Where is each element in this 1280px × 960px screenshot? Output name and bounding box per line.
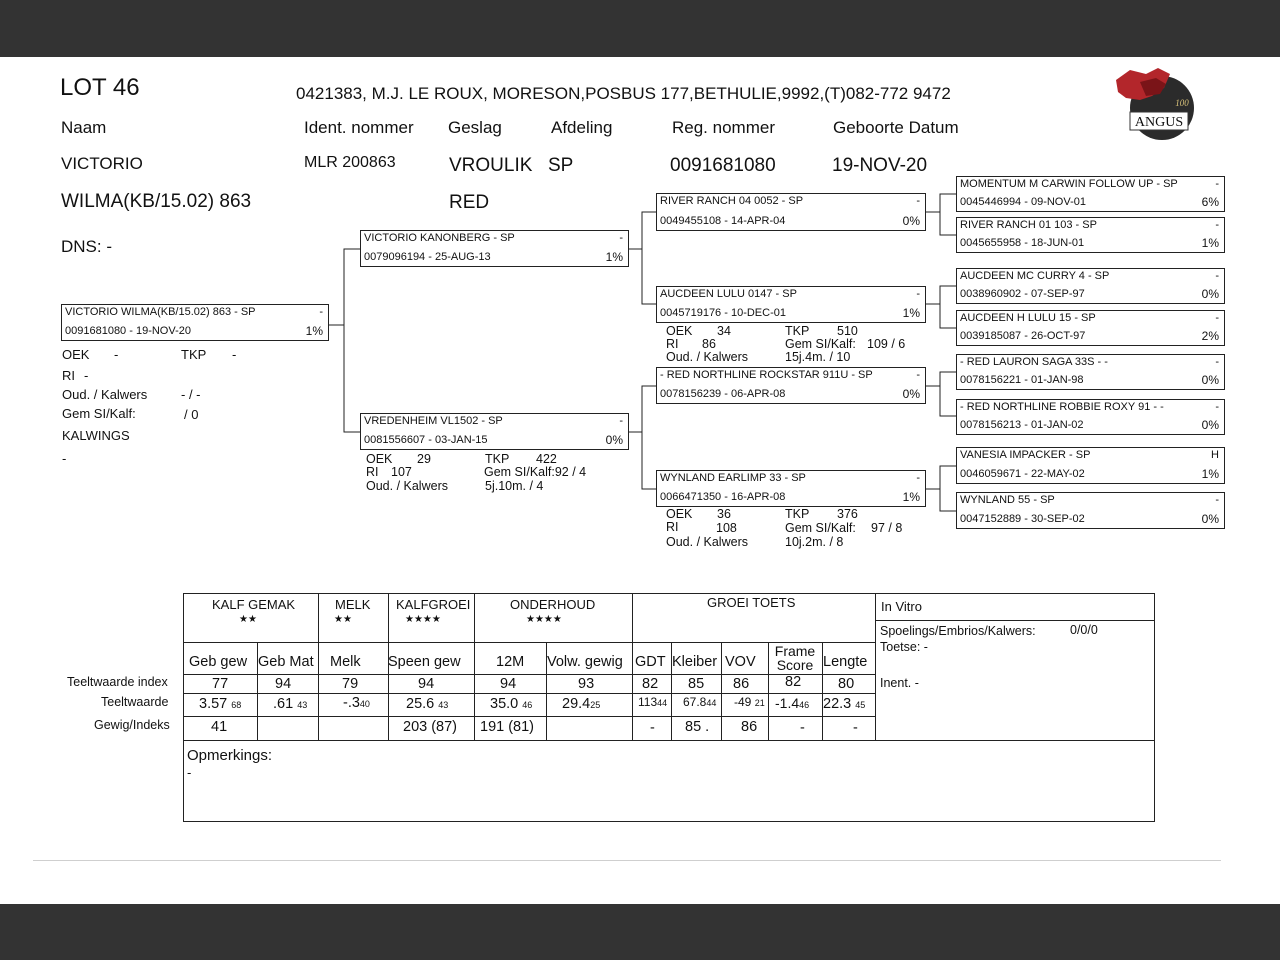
pedigree-ddd: WYNLAND 55 - SP - 0047152889 - 30-SEP-02 0% [956,492,1225,529]
animal-color: RED [449,192,490,213]
col-melk: Melk [330,654,361,670]
animal-geboorte: 19-NOV-20 [832,155,928,176]
tw-lengte: 22.3 45 [823,696,866,712]
gw-vov: 86 [741,719,758,735]
idx-volw-gewig: 93 [578,676,595,692]
pedigree-dam-dam: WYNLAND EARLIMP 33 - SP - 0066471350 - 16-APR-08 1% [656,470,926,507]
animal-reg: 0091681080 [670,155,776,176]
col-kleiber: Kleiber [672,654,718,670]
col-vov: VOV [725,654,756,670]
idx-frame-score: 82 [785,674,802,690]
animal-name-1: VICTORIO [61,154,143,173]
pedigree-dam: VREDENHEIM VL1502 - SP - 0081556607 - 03-JAN-15 0% [360,413,629,450]
idx-12m: 94 [500,676,517,692]
col-12m: 12M [496,654,525,670]
owner-details: 0421383, M.J. LE ROUX, MORESON,POSBUS 177,BETHULIE,9992,(T)082-772 9472 [296,84,951,103]
opmerkings-label: Opmerkings: [187,747,273,764]
col-frame-score: Frame Score [774,643,816,673]
animal-geslag: VROULIK [449,155,533,176]
group-melk: MELK [335,597,371,612]
subject-name: VICTORIO WILMA(KB/15.02) 863 - SP [65,306,256,318]
svg-text:ANGUS: ANGUS [1134,115,1184,130]
subject-flag: - [319,306,323,318]
col-gdt: GDT [635,654,666,670]
label-ident: Ident. nommer [304,118,414,137]
invitro-spoelings-label: Spoelings/Embrios/Kalwers: [880,624,1036,638]
tw-kleiber: 67.844 [683,695,717,709]
opmerkings-value: - [187,765,192,780]
row-label-index: Teeltwaarde index [67,675,168,689]
pedigree-dam-sire: - RED NORTHLINE ROCKSTAR 911U - SP - 0078156239 - 06-APR-08 0% [656,367,926,404]
gw-lengte: - [853,720,858,736]
dns-status: DNS: - [61,237,112,256]
pedigree-dds: VANESIA IMPACKER - SP H 0046059671 - 22-MAY-02 1% [956,447,1225,484]
svg-text:100: 100 [1175,98,1189,108]
tw-geb-mat: .61 43 [273,696,308,712]
row-label-gewig: Gewig/Indeks [94,718,170,732]
subject-pct: 1% [305,324,323,338]
animal-ident: MLR 200863 [304,154,396,171]
idx-kleiber: 85 [688,676,705,692]
subject-reg: 0091681080 - 19-NOV-20 [65,325,191,337]
performance-grid [183,593,1155,822]
gw-12m: 191 (81) [480,719,535,735]
pedigree-sds: AUCDEEN MC CURRY 4 - SP - 0038960902 - 07-SEP-97 0% [956,268,1225,304]
dam-dam-stats: OEK 36 TKP 376 RI 108 Gem SI/Kalf: 97 / 8 Oud. / Kalwers 10j.2m. / 8 [666,507,903,549]
tw-frame-score: -1.446 [775,695,810,711]
animal-afdeling: SP [548,155,574,176]
col-geb-gew: Geb gew [189,654,248,670]
lot-number: LOT 46 [60,74,140,101]
label-geboorte: Geboorte Datum [833,118,959,137]
col-lengte: Lengte [823,654,868,670]
stars-onderhoud: ★★★★ [526,614,562,625]
idx-geb-mat: 94 [275,676,292,692]
subject-stats: OEK - TKP - RI - Oud. / Kalwers - / - Gem SI/Kalf: / 0 KALWINGS - [62,347,237,466]
pedigree-sss: MOMENTUM M CARWIN FOLLOW UP - SP - 0045446994 - 09-NOV-01 6% [956,176,1225,212]
pedigree-sire-sire: RIVER RANCH 04 0052 - SP - 0049455108 - 14-APR-04 0% [656,193,926,231]
label-reg: Reg. nommer [672,118,775,137]
col-volw-gewig: Volw. gewig [547,654,623,670]
idx-vov: 86 [733,676,750,692]
gw-frame-score: - [800,720,805,736]
col-geb-mat: Geb Mat [258,654,314,670]
invitro-toetse: Toetse: - [880,640,928,654]
invitro-inent: Inent. - [880,676,919,690]
pedigree-dss: - RED LAURON SAGA 33S - - - 0078156221 - 01-JAN-98 0% [956,354,1225,390]
stars-melk: ★★ [334,614,352,625]
idx-gdt: 82 [642,676,659,692]
pedigree-sire-dam: AUCDEEN LULU 0147 - SP - 0045719176 - 10-DEC-01 1% [656,286,926,323]
gw-geb-gew: 41 [211,719,228,735]
sire-dam-stats: OEK 34 TKP 510 RI 86 Gem SI/Kalf: 109 / 6 Oud. / Kalwers 15j.4m. / 10 [666,324,906,364]
label-afdeling: Afdeling [551,118,613,137]
tw-volw-gewig: 29.425 [562,696,601,712]
pedigree-sdd: AUCDEEN H LULU 15 - SP - 0039185087 - 26-OCT-97 2% [956,310,1225,346]
stars-kalfgroei: ★★★★ [405,614,441,625]
group-kalfgroei: KALFGROEI [396,597,471,612]
invitro-title: In Vitro [881,599,922,614]
pedigree-dsd: - RED NORTHLINE ROBBIE ROXY 91 - - - 0078156213 - 01-JAN-02 0% [956,399,1225,435]
tw-geb-gew: 3.57 68 [199,696,242,712]
pedigree-ssd: RIVER RANCH 01 103 - SP - 0045655958 - 18-JUN-01 1% [956,217,1225,253]
tw-melk: -.340 [343,695,370,711]
idx-speen-gew: 94 [418,676,435,692]
idx-lengte: 80 [838,676,855,692]
gw-gdt: - [650,720,655,736]
tw-speen-gew: 25.6 43 [406,696,449,712]
row-label-teeltwaarde: Teeltwaarde [101,695,169,709]
animal-name-2: WILMA(KB/15.02) 863 [61,191,252,212]
group-onderhoud: ONDERHOUD [510,597,596,612]
stars-kalf-gemak: ★★ [239,614,257,625]
pedigree-subject [61,304,329,341]
tw-gdt: 11344 [638,695,668,709]
footer-divider [33,860,1221,861]
gw-kleiber: 85 . [685,719,710,735]
gw-speen-gew: 203 (87) [403,719,458,735]
invitro-spoelings-value: 0/0/0 [1070,623,1098,637]
label-naam: Naam [61,118,107,137]
group-groei-toets: GROEI TOETS [707,595,796,610]
label-geslag: Geslag [448,118,502,137]
idx-geb-gew: 77 [212,676,229,692]
col-speen-gew: Speen gew [388,654,461,670]
idx-melk: 79 [342,676,359,692]
group-kalf-gemak: KALF GEMAK [212,597,296,612]
dam-stats: OEK 29 TKP 422 RI 107 Gem SI/Kalf:92 / 4 Oud. / Kalwers 5j.10m. / 4 [366,452,587,493]
tw-vov: -49 21 [734,695,765,709]
tw-12m: 35.0 46 [490,696,533,712]
pedigree-sire: VICTORIO KANONBERG - SP - 0079096194 - 25-AUG-13 1% [360,230,629,267]
